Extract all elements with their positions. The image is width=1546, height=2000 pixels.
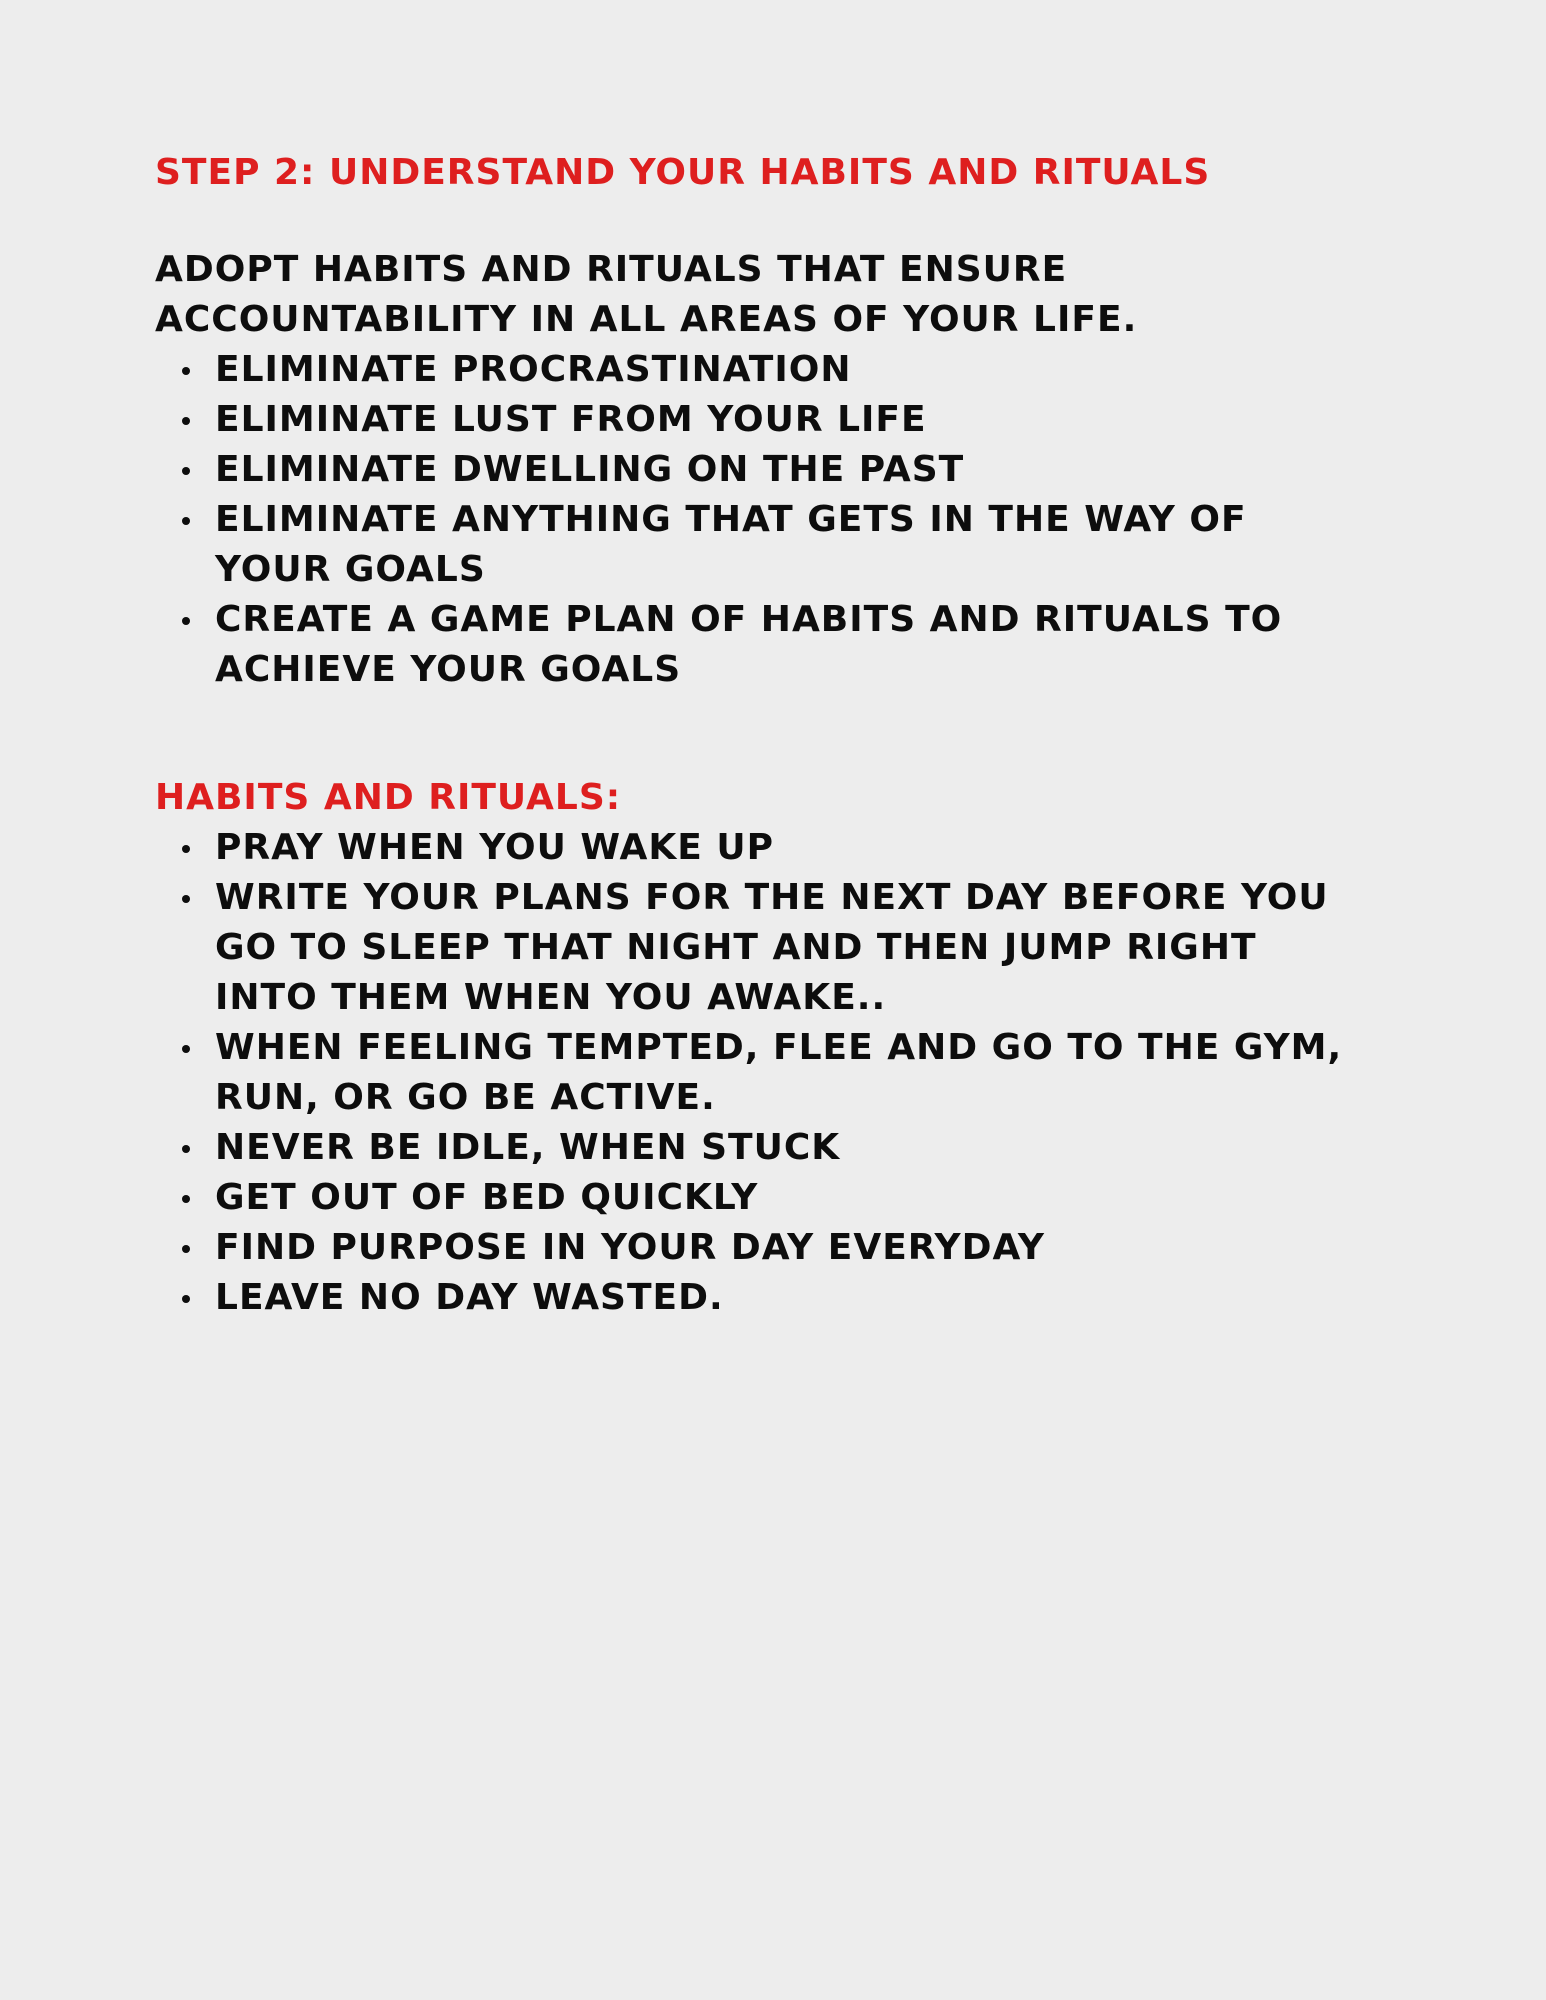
list-item bbox=[155, 445, 1355, 495]
habits-heading: HABITS AND RITUALS: bbox=[155, 777, 622, 818]
list-item-text: LEAVE NO DAY WASTED. bbox=[215, 1277, 724, 1318]
bullet-icon bbox=[182, 617, 190, 625]
list-item-text: GET OUT OF BED QUICKLY bbox=[215, 1177, 759, 1218]
list-item bbox=[155, 1123, 1355, 1173]
bullet-icon bbox=[182, 467, 190, 475]
bullet-icon bbox=[182, 1295, 190, 1303]
list-item bbox=[155, 823, 1355, 873]
list-item bbox=[155, 1273, 1355, 1323]
list-item-text: NEVER BE IDLE, WHEN STUCK bbox=[215, 1127, 841, 1168]
step-heading: STEP 2: UNDERSTAND YOUR HABITS AND RITUALS bbox=[155, 152, 1211, 193]
habits-list bbox=[155, 823, 1395, 1323]
bullet-icon bbox=[182, 517, 190, 525]
list-item bbox=[155, 595, 1355, 695]
page-content bbox=[155, 148, 1395, 1323]
list-item bbox=[155, 345, 1355, 395]
list-item-text: WRITE YOUR PLANS FOR THE NEXT DAY BEFORE YOU GO TO SLEEP THAT NIGHT AND THEN JUMP RIGHT INTO THEM WHEN YOU AWAKE.. bbox=[215, 877, 1329, 1018]
bullet-icon bbox=[182, 1145, 190, 1153]
bullet-icon bbox=[182, 1245, 190, 1253]
list-item-text: PRAY WHEN YOU WAKE UP bbox=[215, 827, 774, 868]
bullet-icon bbox=[182, 417, 190, 425]
list-item bbox=[155, 873, 1355, 1023]
list-item-text: ELIMINATE LUST FROM YOUR LIFE bbox=[215, 399, 927, 440]
intro-paragraph: ADOPT HABITS AND RITUALS THAT ENSURE ACCOUNTABILITY IN ALL AREAS OF YOUR LIFE. bbox=[155, 249, 1138, 340]
bullet-icon bbox=[182, 1195, 190, 1203]
list-item bbox=[155, 1223, 1355, 1273]
list-item-text: ELIMINATE PROCRASTINATION bbox=[215, 349, 852, 390]
list-item bbox=[155, 1023, 1355, 1123]
list-item bbox=[155, 1173, 1355, 1223]
list-item bbox=[155, 395, 1355, 445]
elimination-list bbox=[155, 345, 1395, 695]
bullet-icon bbox=[182, 1045, 190, 1053]
list-item bbox=[155, 495, 1355, 595]
list-item-text: ELIMINATE ANYTHING THAT GETS IN THE WAY OF YOUR GOALS bbox=[215, 499, 1247, 590]
bullet-icon bbox=[182, 367, 190, 375]
list-item-text: CREATE A GAME PLAN OF HABITS AND RITUALS TO ACHIEVE YOUR GOALS bbox=[215, 599, 1283, 690]
bullet-icon bbox=[182, 895, 190, 903]
bullet-icon bbox=[182, 845, 190, 853]
list-item-text: WHEN FEELING TEMPTED, FLEE AND GO TO THE GYM, RUN, OR GO BE ACTIVE. bbox=[215, 1027, 1343, 1118]
list-item-text: FIND PURPOSE IN YOUR DAY EVERYDAY bbox=[215, 1227, 1045, 1268]
list-item-text: ELIMINATE DWELLING ON THE PAST bbox=[215, 449, 965, 490]
